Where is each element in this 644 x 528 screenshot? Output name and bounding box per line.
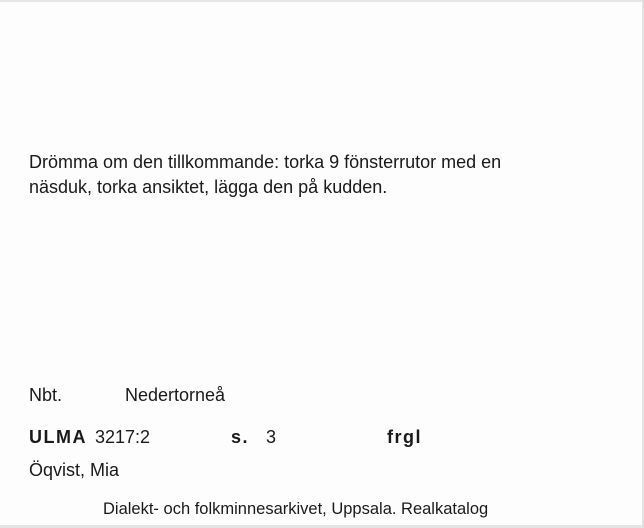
place-row <box>29 385 225 406</box>
body-line-1: Drömma om den tillkommande: torka 9 fönsterrutor med en <box>29 152 502 172</box>
archive-code: ULMA <box>29 427 87 447</box>
body-line-2: näsduk, torka ansiktet, lägga den på kudden. <box>29 177 388 197</box>
archive-reference-row <box>29 427 422 448</box>
collector-row <box>29 460 119 481</box>
card-top-edge <box>0 0 644 2</box>
archive-footer <box>103 500 488 519</box>
archive-footer-text: Dialekt- och folkminnesarkivet, Uppsala. Realkatalog <box>103 500 489 518</box>
collector-name: Öqvist, Mia <box>29 460 120 480</box>
genre-code: frgl <box>387 427 422 447</box>
place-name: Nedertorneå <box>125 385 226 405</box>
place-abbreviation: Nbt. <box>29 385 63 405</box>
archive-number: 3217:2 <box>95 427 151 447</box>
page-number: 3 <box>266 427 277 447</box>
page-label: s. <box>231 427 250 447</box>
card-body-text <box>29 150 629 200</box>
